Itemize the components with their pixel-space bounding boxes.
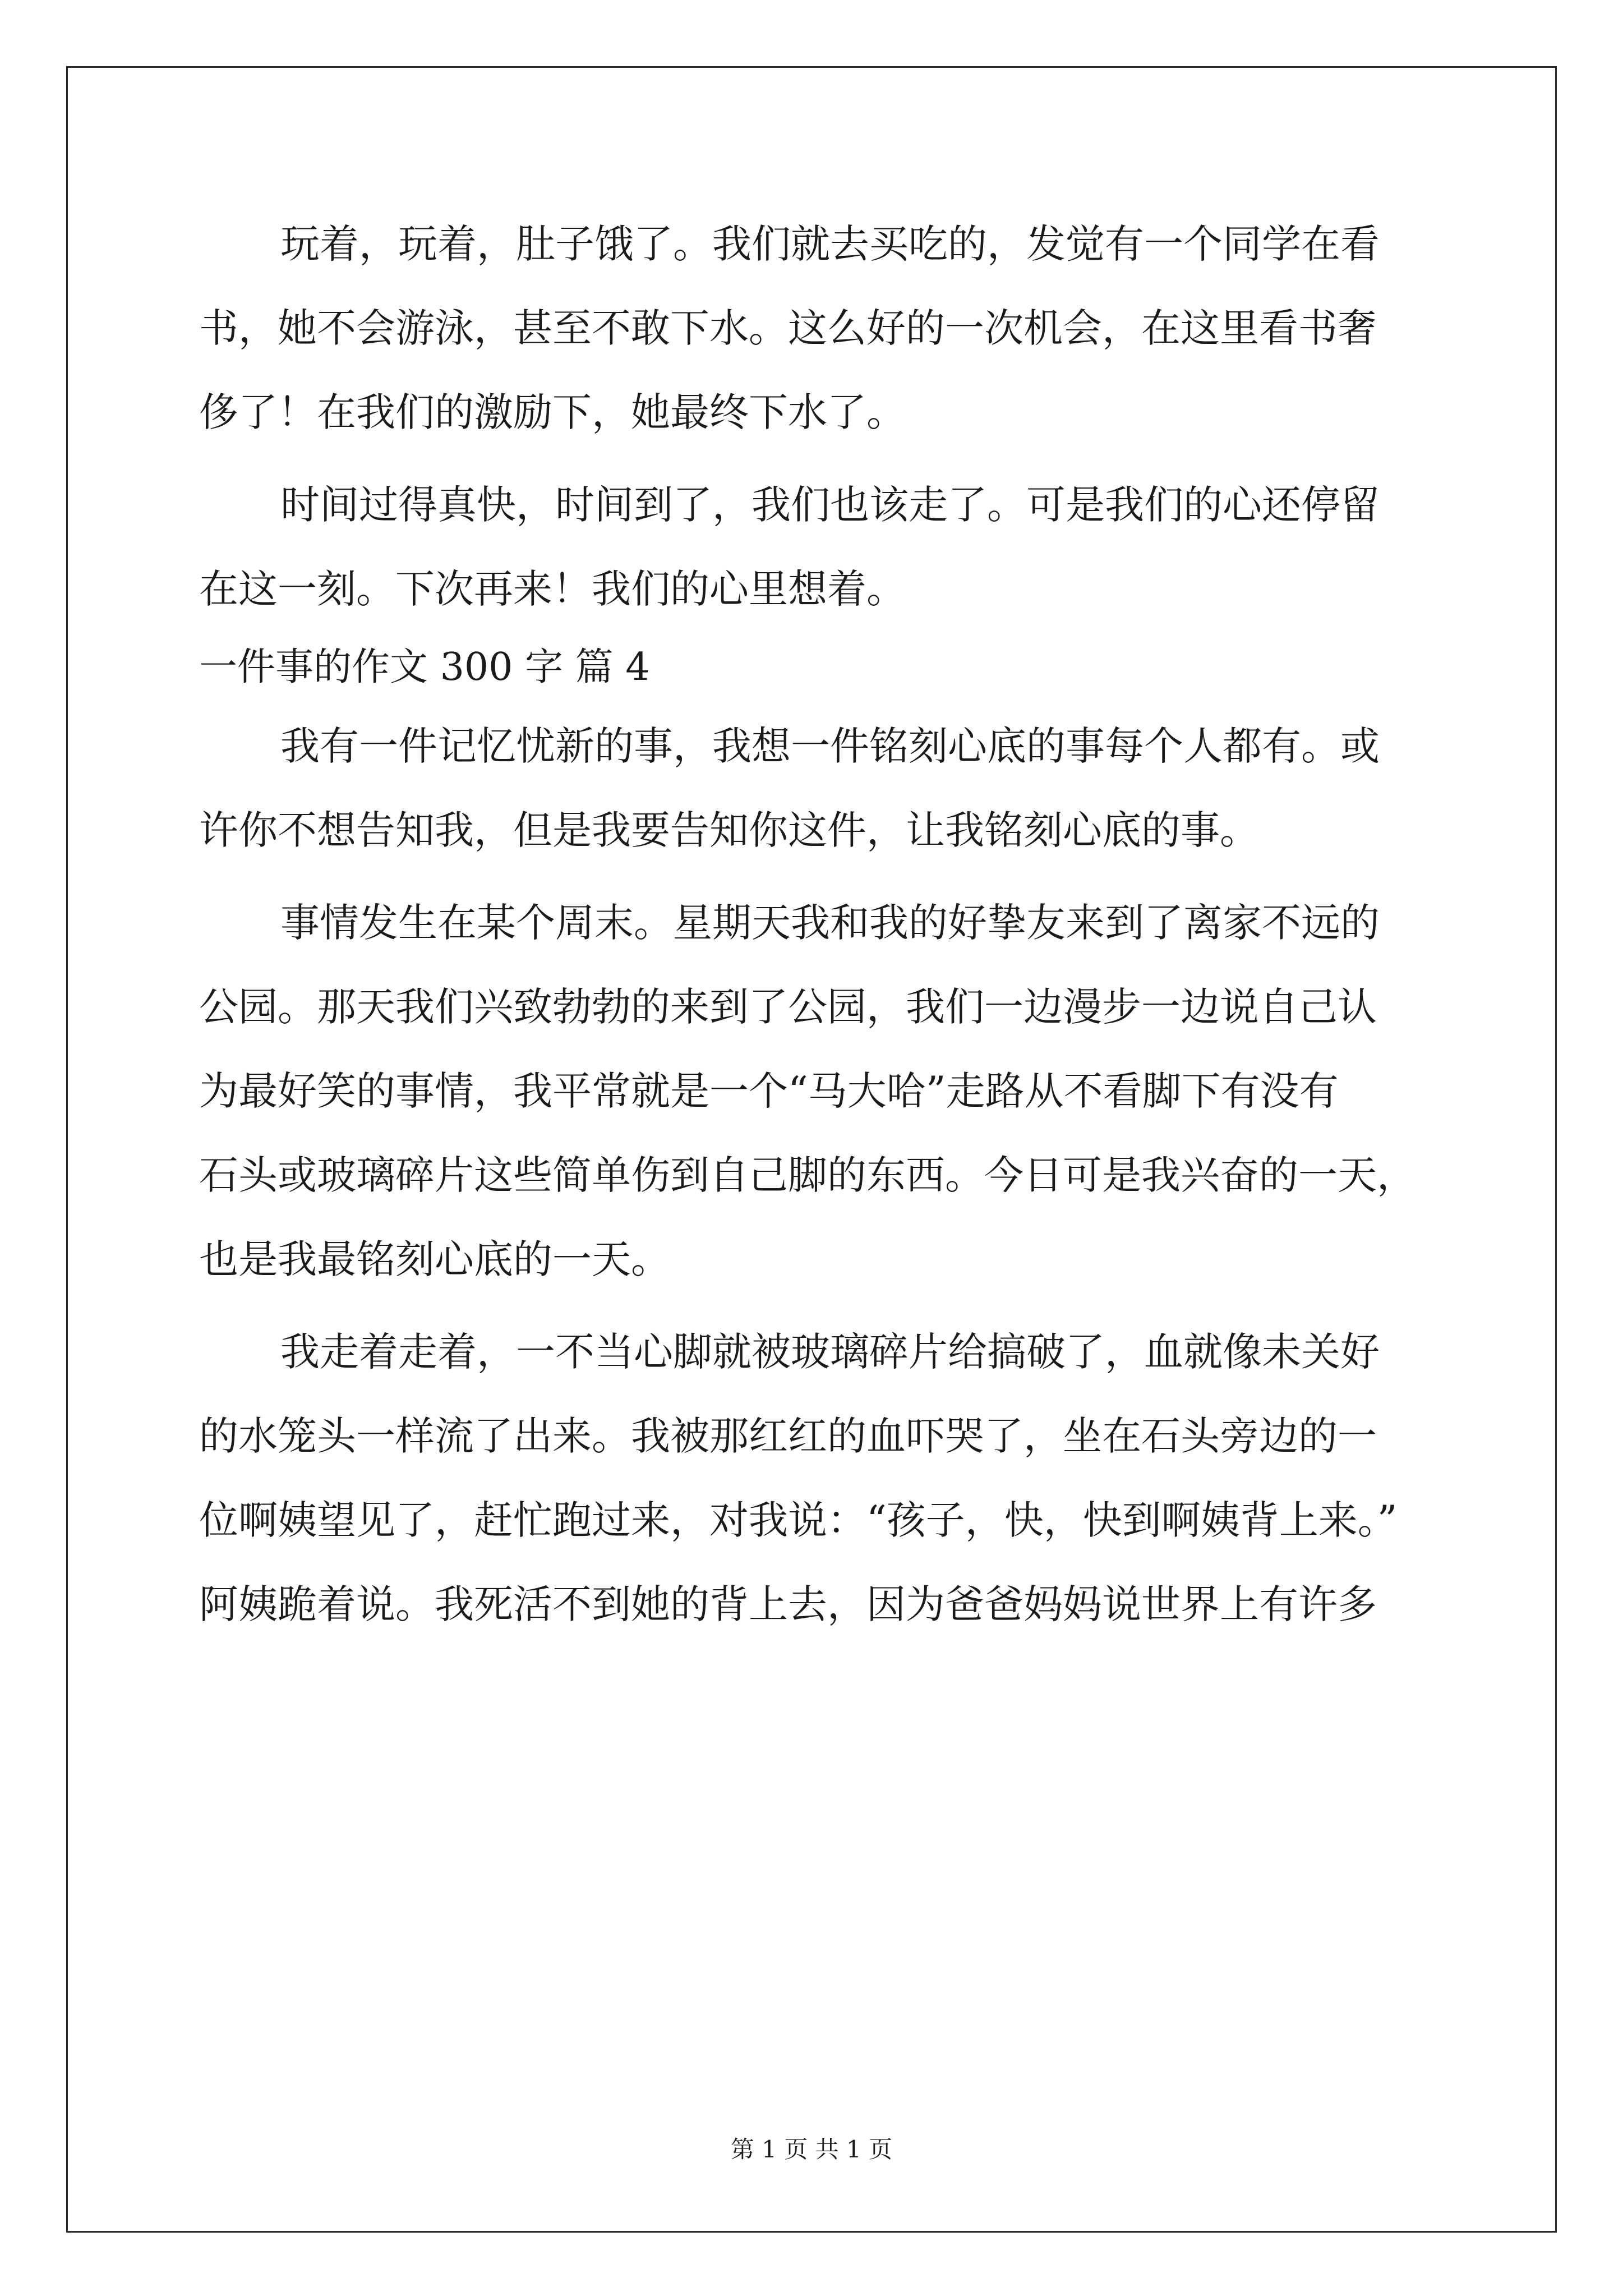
paragraph-line: 侈了！在我们的激励下，她最终下水了。 (199, 389, 906, 435)
paragraph-line: 时间过得真快，时间到了，我们也该走了。可是我们的心还停留 (280, 482, 1380, 528)
paragraph-line: 为最好笑的事情，我平常就是一个“马大哈”走路从不看脚下有没有 (199, 1068, 1339, 1114)
paragraph-line: 石头或玻璃碎片这些简单伤到自己脚的东西。今日可是我兴奋的一天， (199, 1152, 1416, 1198)
paragraph-line: 我有一件记忆忧新的事，我想一件铭刻心底的事每个人都有。或 (280, 723, 1380, 769)
paragraph-line: 公园。那天我们兴致勃勃的来到了公园，我们一边漫步一边说自己认 (199, 984, 1377, 1030)
section-heading: 一件事的作文 300 字 篇 4 (199, 645, 650, 689)
paragraph-line: 位啊姨望见了，赶忙跑过来，对我说：“孩子，快，快到啊姨背上来。” (199, 1497, 1398, 1543)
paragraph-line: 也是我最铭刻心底的一天。 (199, 1236, 670, 1282)
paragraph-line: 书，她不会游泳，甚至不敢下水。这么好的一次机会，在这里看书奢 (199, 305, 1377, 351)
paragraph-line: 我走着走着，一不当心脚就被玻璃碎片给搞破了，血就像未关好 (280, 1329, 1380, 1375)
paragraph-line: 阿姨跪着说。我死活不到她的背上去，因为爸爸妈妈说世界上有许多 (199, 1581, 1377, 1627)
page-footer: 第 1 页 共 1 页 (730, 2136, 893, 2163)
paragraph-line: 的水笼头一样流了出来。我被那红红的血吓哭了，坐在石头旁边的一 (199, 1413, 1377, 1459)
paragraph-line: 事情发生在某个周末。星期天我和我的好挚友来到了离家不远的 (280, 900, 1380, 946)
paragraph-line: 玩着，玩着，肚子饿了。我们就去买吃的，发觉有一个同学在看 (280, 221, 1380, 267)
paragraph-line: 在这一刻。下次再来！我们的心里想着。 (199, 566, 906, 612)
paragraph-line: 许你不想告知我，但是我要告知你这件，让我铭刻心底的事。 (199, 807, 1259, 853)
